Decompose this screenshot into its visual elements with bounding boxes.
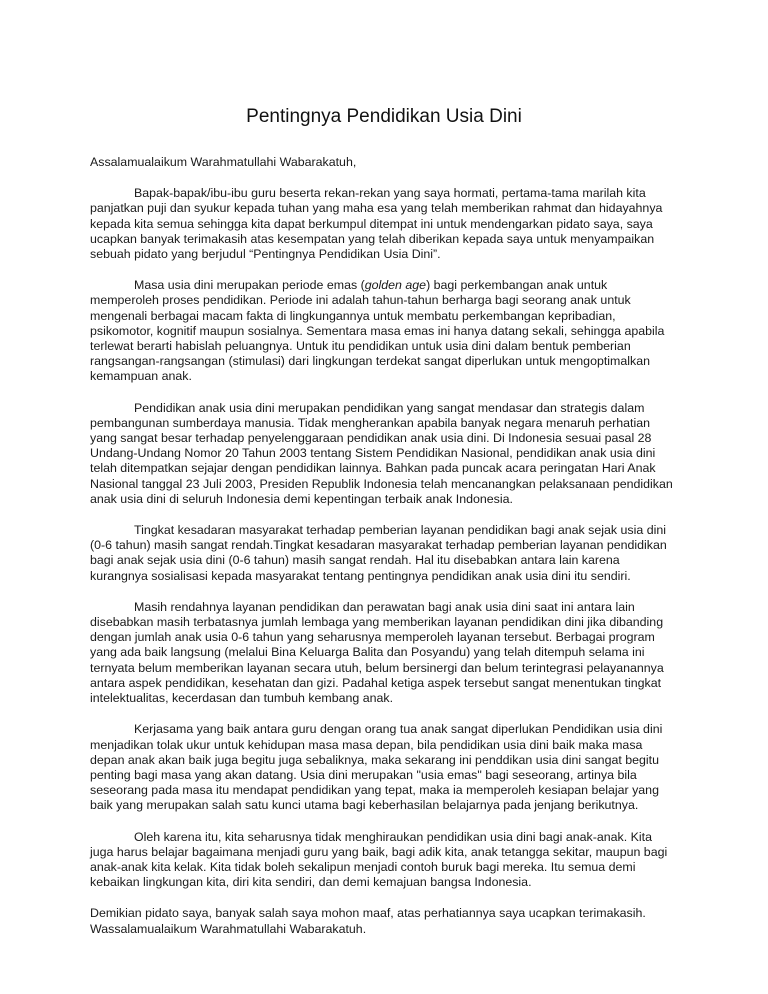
closing-line-2: Wassalamualaikum Warahmatullahi Wabarakatuh. <box>90 921 367 936</box>
paragraph-5: Masih rendahnya layanan pendidikan dan perawatan bagi anak usia dini saat ini antara lain disebabkan masih terbatasnya jumlah lembaga yang memberikan layanan pendidikan dini jika dibanding dengan jumlah anak usia 0-6 tahun yang seharusnya memperoleh layanan tersebut. Berbagai program yang ada baik langsung (melalui Bina Keluarga Balita dan Posyandu) yang telah ditempuh selama ini ternyata belum memberikan layanan secara utuh, belum bersinergi dan belum terintegrasi pelayanannya antara aspek pendidikan, kesehatan dan gizi. Padahal ketiga aspek tersebut sangat menentukan tingkat intelektualitas, kecerdasan dan tumbuh kembang anak. <box>90 599 664 706</box>
paragraph-2-text-start: Masa usia dini merupakan periode emas ( <box>134 278 365 293</box>
paragraph-2 <box>90 278 678 384</box>
closing-line-1: Demikian pidato saya, banyak salah saya mohon maaf, atas perhatiannya saya ucapkan terimakasih. <box>90 906 646 921</box>
paragraph-2-italic-term: golden age <box>364 278 427 293</box>
closing-paragraph <box>90 906 678 936</box>
paragraph-4: Tingkat kesadaran masyarakat terhadap pemberian layanan pendidikan bagi anak sejak usia dini (0-6 tahun) masih sangat rendah.Tingkat kesadaran masyarakat terhadap pemberian layanan pendidikan bagi anak sejak usia dini (0-6 tahun) masih sangat rendah. Hal itu disebabkan antara lain karena kurangnya sosialisasi kepada masyarakat tentang pentingnya pendidikan anak usia dini itu sendiri. <box>90 523 667 583</box>
paragraph-7: Oleh karena itu, kita seharusnya tidak menghiraukan pendidikan usia dini bagi anak-anak. Kita juga harus belajar bagaimana menjadi guru yang baik, bagi adik kita, anak tetangga sekitar, maupun bagi anak-anak kita kelak. Kita tidak boleh sekalipun menjadi contoh buruk bagi mereka. Itu semua demi kebaikan lingkungan kita, diri kita sendiri, dan demi kemajuan bangsa Indonesia. <box>90 829 668 890</box>
paragraph-2-text-end: ) bagi perkembangan anak untuk memperoleh proses pendidikan. Periode ini adalah tahun-tahun berharga bagi seorang anak untuk mengenali berbagai macam fakta di lingkungannya untuk membatu perkembangan kepribadian, psikomotor, kognitif maupun sosialnya. Sementara masa emas ini hanya datang sekali, sehingga apabila terlewat berarti habislah peluangnya. Untuk itu pendidikan untuk usia dini dalam bentuk pemberian rangsangan-rangsangan (stimulasi) dari lingkungan terdekat sangat diperlukan untuk mengoptimalkan kemampuan anak. <box>90 278 665 384</box>
paragraph-1: Bapak-bapak/ibu-ibu guru beserta rekan-rekan yang saya hormati, pertama-tama marilah kita panjatkan puji dan syukur kepada tuhan yang maha esa yang telah memberikan rahmat dan hidayahnya kepada kita semua sehingga kita dapat berkumpul ditempat ini untuk mendengarkan pidato saya, saya ucapkan banyak terimakasih atas kesempatan yang telah diberikan kepada saya untuk menyampaikan sebuah pidato yang berjudul “Pentingnya Pendidikan Usia Dini”. <box>90 186 663 262</box>
document-title: Pentingnya Pendidikan Usia Dini <box>246 106 522 127</box>
paragraph-6: Kerjasama yang baik antara guru dengan orang tua anak sangat diperlukan Pendidikan usia dini menjadikan tolak ukur untuk kehidupan masa masa depan, bila pendidikan usia dini baik maka masa depan anak akan baik juga begitu juga sebaliknya, maka sekarang ini penddikan usia dini sangat begitu penting bagi masa yang akan datang. Usia dini merupakan "usia emas" bagi seseorang, artinya bila seseorang pada masa itu mendapat pendidikan yang tepat, maka ia memperoleh kesiapan belajar yang baik yang merupakan salah satu kunci utama bagi keberhasilan belajarnya pada jenjang berikutnya. <box>90 722 663 813</box>
paragraph-3: Pendidikan anak usia dini merupakan pendidikan yang sangat mendasar dan strategis dalam pembangunan sumberdaya manusia. Tidak mengherankan apabila banyak negara menaruh perhatian yang sangat besar terhadap penyelenggaraan pendidikan anak usia dini. Di Indonesia sesuai pasal 28 Undang-Undang Nomor 20 Tahun 2003 tentang Sistem Pendidikan Nasional, pendidikan anak usia dini telah ditempatkan sejajar dengan pendidikan lainnya. Bahkan pada puncak acara peringatan Hari Anak Nasional tanggal 23 Juli 2003, Presiden Republik Indonesia telah mencanangkan pelaksanaan pendidikan anak usia dini di seluruh Indonesia demi kepentingan terbaik anak Indonesia. <box>90 400 673 506</box>
greeting: Assalamualaikum Warahmatullahi Wabarakatuh, <box>90 155 357 169</box>
